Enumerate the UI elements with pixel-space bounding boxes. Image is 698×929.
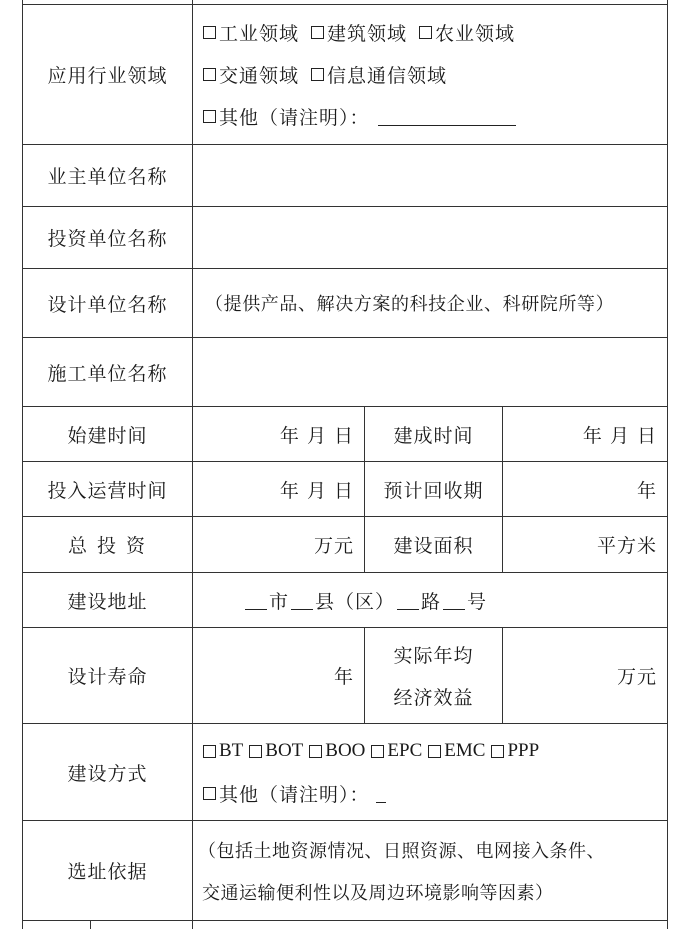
address-city-unit: 市: [269, 590, 290, 613]
benefit-value[interactable]: 万元: [616, 666, 657, 688]
address-value[interactable]: [193, 573, 667, 627]
mode-options-row-2: [203, 772, 386, 814]
checkbox-icon: [311, 26, 324, 39]
address-county-blank[interactable]: [291, 591, 313, 610]
address-number-unit: 号: [467, 590, 488, 613]
mode-options: [203, 724, 663, 820]
industry-option-building[interactable]: 建筑领域: [311, 19, 407, 46]
industry-other-input[interactable]: [378, 107, 516, 126]
checkbox-icon: [203, 110, 216, 123]
mode-options-row-1: [203, 730, 539, 772]
checkbox-icon: [428, 745, 441, 758]
investor-value[interactable]: [193, 207, 667, 268]
site-hint-line-1: （包括土地资源情况、日照资源、电网接入条件、: [198, 840, 605, 862]
checkbox-icon: [491, 745, 504, 758]
checkbox-icon: [249, 745, 262, 758]
mode-option-emc[interactable]: EMC: [428, 740, 485, 762]
benefit-label-line-1: 实际年均: [393, 645, 474, 667]
lifespan-value[interactable]: 年: [333, 666, 354, 688]
industry-options-row-1: [203, 12, 527, 54]
constructor-value[interactable]: [193, 338, 667, 406]
industry-option-transport[interactable]: 交通领域: [203, 61, 299, 88]
benefit-label: [365, 628, 502, 723]
checkbox-icon: [371, 745, 384, 758]
owner-value[interactable]: [193, 145, 667, 206]
constructor-label: 施工单位名称: [47, 362, 168, 385]
industry-options-row-2: [203, 54, 459, 96]
checkbox-icon: [203, 26, 216, 39]
industry-options-row-3: [203, 96, 516, 138]
mode-option-epc[interactable]: EPC: [371, 740, 422, 762]
industry-option-ict[interactable]: 信息通信领域: [311, 61, 447, 88]
mode-option-boo[interactable]: BOO: [309, 740, 365, 762]
checkbox-icon: [203, 787, 216, 800]
investor-label: 投资单位名称: [47, 228, 168, 250]
start-date-value[interactable]: 年 月 日: [279, 424, 354, 447]
industry-label: 应用行业领域: [47, 65, 168, 87]
lifespan-label: 设计寿命: [67, 666, 148, 688]
site-value[interactable]: [198, 821, 667, 920]
area-label: 建设面积: [393, 535, 474, 557]
mode-option-ppp[interactable]: PPP: [491, 740, 539, 762]
operation-date-label: 投入运营时间: [47, 479, 168, 502]
area-value[interactable]: 平方米: [596, 535, 657, 557]
address-number-blank[interactable]: [443, 591, 465, 610]
industry-option-other[interactable]: 其他（请注明）：: [203, 103, 370, 130]
owner-label: 业主单位名称: [47, 166, 168, 188]
address-road-unit: 路: [421, 590, 442, 613]
complete-date-label: 建成时间: [393, 424, 474, 447]
checkbox-icon: [311, 68, 324, 81]
industry-options: [203, 5, 663, 144]
mode-other-input[interactable]: [376, 784, 386, 803]
address-county-unit: 县（区）: [315, 590, 396, 613]
column-divider-bottom: [90, 920, 91, 929]
checkbox-icon: [203, 745, 216, 758]
payback-value[interactable]: 年: [636, 479, 657, 502]
row-divider: [22, 920, 668, 921]
mode-option-other[interactable]: 其他（请注明）：: [203, 780, 370, 807]
mode-label: 建设方式: [67, 762, 148, 785]
payback-label: 预计回收期: [383, 479, 484, 502]
address-road-blank[interactable]: [397, 591, 419, 610]
checkbox-icon: [203, 68, 216, 81]
address-label: 建设地址: [67, 590, 148, 613]
mode-option-bt[interactable]: BT: [203, 740, 243, 762]
address-city-blank[interactable]: [245, 591, 267, 610]
complete-date-value[interactable]: 年 月 日: [582, 424, 657, 447]
table-border-right: [667, 0, 668, 929]
mode-option-bot[interactable]: BOT: [249, 740, 303, 762]
site-label: 选址依据: [67, 861, 148, 883]
operation-date-value[interactable]: 年 月 日: [279, 479, 354, 502]
checkbox-icon: [419, 26, 432, 39]
designer-label: 设计单位名称: [47, 293, 168, 316]
designer-value[interactable]: （提供产品、解决方案的科技企业、科研院所等）: [205, 294, 615, 315]
investment-value[interactable]: 万元: [313, 535, 354, 557]
investment-label: 总 投 资: [67, 535, 148, 557]
benefit-label-line-2: 经济效益: [393, 687, 474, 709]
site-hint-line-2: 交通运输便利性以及周边环境影响等因素）: [202, 882, 554, 904]
checkbox-icon: [309, 745, 322, 758]
industry-option-agriculture[interactable]: 农业领域: [419, 19, 515, 46]
start-date-label: 始建时间: [67, 424, 148, 447]
industry-option-industrial[interactable]: 工业领域: [203, 19, 299, 46]
